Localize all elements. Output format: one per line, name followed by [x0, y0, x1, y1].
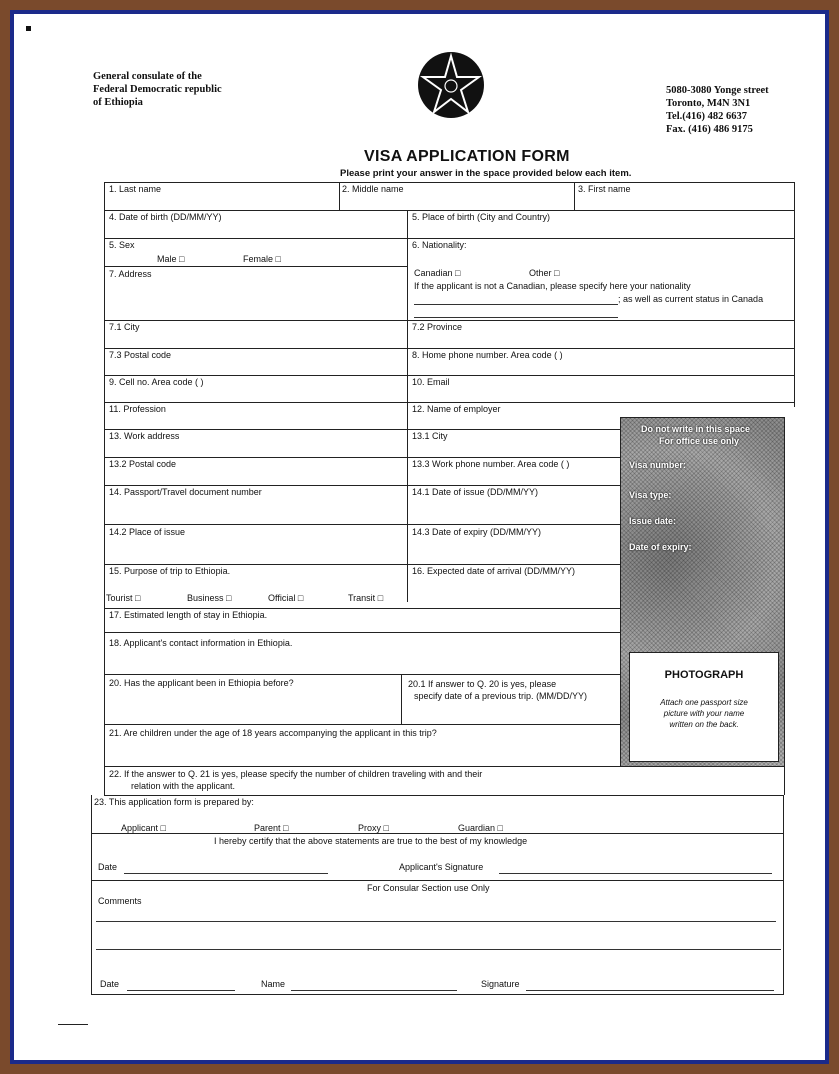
row-line: [104, 524, 620, 525]
nationality-note: If the applicant is not a Canadian, please specify here your nationality: [414, 281, 691, 291]
field-work-phone[interactable]: 13.3 Work phone number. Area code ( ): [412, 459, 570, 469]
option-label: Tourist: [106, 593, 133, 603]
row-line: [104, 266, 407, 267]
consular-name-label: Name: [261, 979, 286, 989]
field-home-phone[interactable]: 8. Home phone number. Area code ( ): [412, 350, 563, 360]
status-input-line[interactable]: [414, 317, 618, 318]
option-label: Guardian: [458, 823, 496, 833]
field-been-before[interactable]: 20. Has the applicant been in Ethiopia before?: [109, 678, 294, 688]
checkbox-icon[interactable]: □: [275, 254, 281, 264]
option-label: Transit: [348, 593, 376, 603]
field-place-of-birth[interactable]: 5. Place of birth (City and Country): [412, 212, 551, 222]
issue-date-label: Issue date:: [629, 516, 677, 526]
address-line: Fax. (416) 486 9175: [666, 124, 753, 135]
label-line: 20.1 If answer to Q. 20 is yes, please: [408, 679, 557, 689]
checkbox-icon[interactable]: □: [497, 823, 503, 833]
consular-name-line[interactable]: [291, 990, 457, 991]
row-line: [104, 320, 794, 321]
field-date-of-birth[interactable]: 4. Date of birth (DD/MM/YY): [109, 212, 222, 222]
address-line: Toronto, M4N 3N1: [666, 98, 751, 109]
checkbox-icon[interactable]: □: [455, 268, 461, 278]
comments-line[interactable]: [96, 921, 776, 922]
consular-signature-label: Signature: [481, 979, 520, 989]
comments-line[interactable]: [96, 949, 781, 950]
consular-date-label: Date: [100, 979, 120, 989]
col-line: [407, 210, 408, 602]
field-city[interactable]: 7.1 City: [109, 322, 140, 332]
consular-section-label: For Consular Section use Only: [367, 883, 490, 893]
option-label: Parent: [254, 823, 281, 833]
option-proxy[interactable]: [358, 823, 389, 833]
visa-type-label: Visa type:: [629, 490, 672, 500]
date-label: Date: [98, 862, 118, 872]
option-transit[interactable]: [348, 593, 383, 603]
field-nationality: 6. Nationality:: [412, 240, 467, 250]
field-employer[interactable]: 12. Name of employer: [412, 404, 501, 414]
row-line: [104, 210, 794, 211]
office-note: Do not write in this space: [641, 424, 751, 434]
date-input-line[interactable]: [124, 873, 328, 874]
expiry-date-label: Date of expiry:: [629, 542, 692, 552]
checkbox-icon[interactable]: □: [283, 823, 289, 833]
option-label: Official: [268, 593, 296, 603]
consulate-block: [93, 70, 222, 109]
field-place-of-issue[interactable]: 14.2 Place of issue: [109, 527, 186, 537]
checkbox-icon[interactable]: □: [383, 823, 389, 833]
field-children[interactable]: 21. Are children under the age of 18 years accompanying the applicant in this trip?: [109, 728, 437, 738]
corner-mark: [26, 26, 31, 31]
address-line: 5080-3080 Yonge street: [666, 85, 769, 96]
declaration-box: [91, 795, 784, 995]
instruction-line: picture with your name: [663, 709, 745, 718]
option-guardian[interactable]: [458, 823, 503, 833]
option-applicant[interactable]: [121, 823, 166, 833]
row-line: [104, 632, 620, 633]
comments-label: Comments: [98, 896, 142, 906]
checkbox-icon[interactable]: □: [297, 593, 304, 603]
option-other[interactable]: [529, 268, 559, 278]
field-email[interactable]: 10. Email: [412, 377, 450, 387]
field-prepared-by: 23. This application form is prepared by:: [94, 797, 254, 807]
col-line: [574, 182, 575, 210]
option-label: Male: [157, 254, 177, 264]
photograph-caption-box: [629, 652, 779, 762]
option-male[interactable]: [157, 254, 184, 264]
photograph-title: PHOTOGRAPH: [664, 669, 744, 681]
row-line: [104, 564, 620, 565]
field-sex: 5. Sex: [109, 240, 135, 250]
table-border-left: [104, 182, 105, 795]
certification-statement: I hereby certify that the above statements are true to the best of my knowledge: [214, 836, 528, 846]
row-line: [91, 880, 784, 881]
nationality-input-line[interactable]: [414, 304, 618, 305]
row-line: [104, 429, 620, 430]
ethiopian-star-emblem-icon: [416, 50, 486, 120]
col-line: [339, 182, 340, 210]
row-line: [104, 608, 620, 609]
signature-input-line[interactable]: [499, 873, 772, 874]
row-line: [104, 182, 794, 183]
checkbox-icon[interactable]: □: [554, 268, 560, 278]
applicant-signature-label: Applicant's Signature: [399, 862, 484, 872]
consular-signature-line[interactable]: [526, 990, 774, 991]
checkbox-icon[interactable]: □: [377, 593, 384, 603]
document-page: [14, 14, 825, 1060]
row-line: [91, 833, 784, 834]
field-arrival-date[interactable]: 16. Expected date of arrival (DD/MM/YY): [412, 566, 576, 576]
consulate-line: General consulate of the: [93, 71, 202, 82]
field-profession[interactable]: 11. Profession: [109, 404, 166, 414]
row-line: [104, 674, 620, 675]
address-line: Tel.(416) 482 6637: [666, 111, 747, 122]
consulate-line: of Ethiopia: [93, 97, 143, 108]
address-block: [666, 84, 769, 136]
checkbox-icon[interactable]: □: [135, 593, 141, 603]
field-work-address[interactable]: 13. Work address: [109, 431, 180, 441]
checkbox-icon[interactable]: □: [179, 254, 185, 264]
checkbox-icon[interactable]: □: [160, 823, 166, 833]
office-note: For office use only: [659, 436, 740, 446]
field-previous-trip[interactable]: [408, 678, 628, 702]
field-postal-code[interactable]: 7.3 Postal code: [109, 350, 172, 360]
option-label: Other: [529, 268, 552, 278]
form-title: VISA APPLICATION FORM: [364, 148, 570, 165]
row-line: [104, 485, 620, 486]
option-label: Business: [187, 593, 224, 603]
visa-number-label: Visa number:: [629, 460, 686, 470]
field-work-city[interactable]: 13.1 City: [412, 431, 448, 441]
option-label: Female: [243, 254, 274, 264]
option-label: Applicant: [121, 823, 159, 833]
field-work-postal[interactable]: 13.2 Postal code: [109, 459, 177, 469]
field-passport-number[interactable]: 14. Passport/Travel document number: [109, 487, 262, 497]
label-line: 22. If the answer to Q. 21 is yes, please specify the number of children traveling with and their: [109, 769, 483, 779]
footer-mark: [58, 1024, 88, 1025]
photograph-instructions: [630, 697, 778, 730]
row-line: [104, 402, 794, 403]
instruction-line: Attach one passport size: [660, 698, 748, 707]
field-last-name[interactable]: 1. Last name: [109, 184, 162, 194]
option-business[interactable]: [187, 593, 231, 603]
label-line: relation with the applicant.: [131, 781, 236, 791]
field-purpose: 15. Purpose of trip to Ethiopia.: [109, 566, 231, 576]
option-canadian[interactable]: [414, 268, 460, 278]
field-cell-number[interactable]: 9. Cell no. Area code ( ): [109, 377, 204, 387]
field-contact-ethiopia[interactable]: 18. Applicant's contact information in Ethiopia.: [109, 638, 293, 648]
option-parent[interactable]: [254, 823, 288, 833]
field-address[interactable]: 7. Address: [109, 269, 152, 279]
table-border-right: [794, 182, 795, 407]
field-expiry-date[interactable]: 14.3 Date of expiry (DD/MM/YY): [412, 527, 542, 537]
field-middle-name[interactable]: 2. Middle name: [342, 184, 404, 194]
row-line: [104, 238, 794, 239]
row-line: [104, 724, 620, 725]
field-first-name[interactable]: 3. First name: [578, 184, 631, 194]
form-subtitle: Please print your answer in the space provided below each item.: [340, 168, 632, 179]
row-line: [104, 457, 620, 458]
consulate-line: Federal Democratic republic: [93, 84, 222, 95]
row-line: [104, 375, 794, 376]
checkbox-icon[interactable]: □: [226, 593, 232, 603]
nationality-note-2: ; as well as current status in Canada: [618, 294, 764, 304]
label-line: specify date of a previous trip. (MM/DD/YY): [414, 691, 588, 701]
option-official[interactable]: [268, 593, 303, 603]
field-children-number[interactable]: [109, 768, 482, 792]
field-length-of-stay[interactable]: 17. Estimated length of stay in Ethiopia.: [109, 610, 268, 620]
option-label: Proxy: [358, 823, 382, 833]
field-province[interactable]: 7.2 Province: [412, 322, 463, 332]
option-female[interactable]: [243, 254, 281, 264]
photograph-area[interactable]: [620, 417, 785, 767]
instruction-line: written on the back.: [669, 720, 739, 729]
col-line: [401, 674, 402, 724]
field-issue-date[interactable]: 14.1 Date of issue (DD/MM/YY): [412, 487, 539, 497]
option-tourist[interactable]: [106, 593, 140, 603]
col-line: [784, 766, 785, 795]
row-line: [104, 348, 794, 349]
consular-date-line[interactable]: [127, 990, 235, 991]
option-label: Canadian: [414, 268, 453, 278]
